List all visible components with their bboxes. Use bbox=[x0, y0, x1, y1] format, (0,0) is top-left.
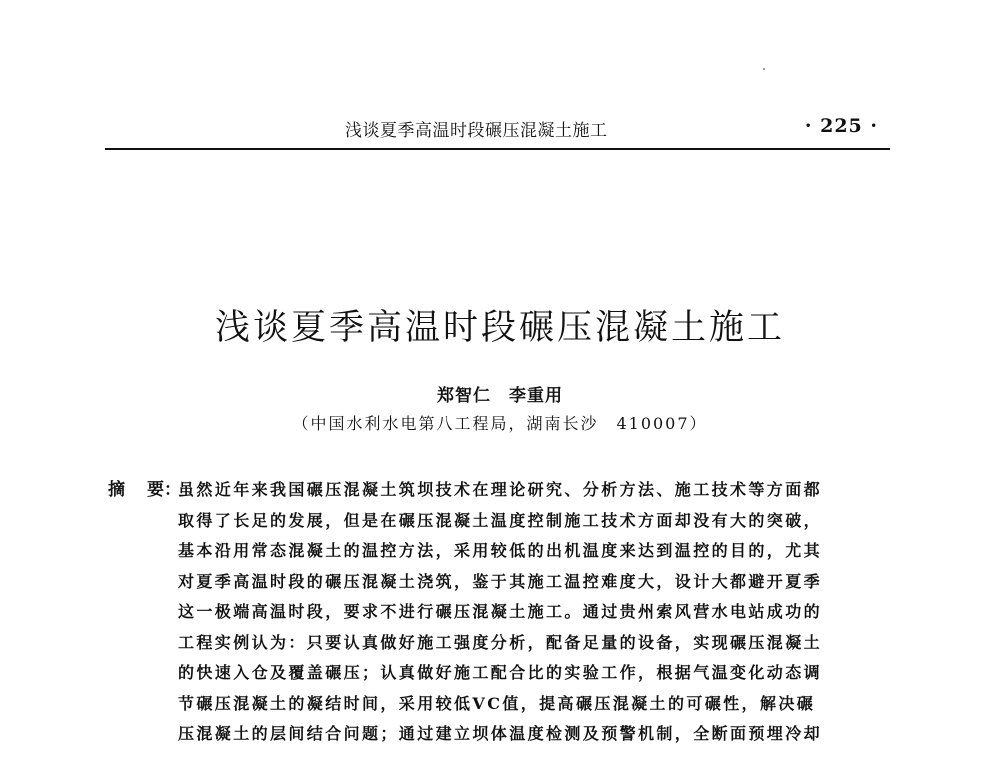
article-affiliation: （中国水利水电第八工程局，湖南长沙 410007） bbox=[292, 414, 708, 433]
header-rule bbox=[105, 148, 890, 150]
running-header bbox=[105, 112, 890, 148]
article-title: 浅谈夏季高温时段碾压混凝土施工 bbox=[214, 308, 785, 348]
scan-speck bbox=[763, 68, 765, 70]
abstract-label-a: 摘 bbox=[108, 480, 125, 500]
running-title: 浅谈夏季高温时段碾压混凝土施工 bbox=[345, 121, 608, 141]
abstract-line: 工程实例认为：只要认真做好施工强度分析，配备足量的设备，实现碾压混凝土 bbox=[178, 632, 823, 652]
abstract-line: 的快速入仓及覆盖碾压；认真做好施工配合比的实验工作，根据气温变化动态调 bbox=[178, 663, 823, 682]
abstract-line: 对夏季高温时段的碾压混凝土浇筑，鉴于其施工温控难度大，设计大都避开夏季 bbox=[178, 571, 823, 591]
abstract-label bbox=[108, 475, 181, 500]
abstract-line: 虽然近年来我国碾压混凝土筑坝技术在理论研究、分析方法、施工技术等方面都 bbox=[178, 480, 823, 499]
abstract-label-b: 要： bbox=[147, 480, 181, 500]
abstract-line: 基本沿用常态混凝土的温控方法，采用较低的出机温度来达到温控的目的，尤其 bbox=[178, 541, 823, 560]
article-authors: 郑智仁 李重用 bbox=[437, 386, 563, 406]
abstract-body bbox=[178, 475, 890, 750]
abstract-line: 取得了长足的发展，但是在碾压混凝土温度控制施工技术方面却没有大的突破， bbox=[178, 510, 823, 530]
abstract-line: 这一极端高温时段，要求不进行碾压混凝土施工。通过贵州索风营水电站成功的 bbox=[178, 602, 823, 621]
abstract-line: 节碾压混凝土的凝结时间，采用较低VC值，提高碾压混凝土的可碾性，解决碾 bbox=[178, 693, 816, 713]
page-number: · 225 · bbox=[804, 115, 878, 137]
abstract-line: 压混凝土的层间结合问题；通过建立坝体温度检测及预警机制，全断面预埋冷却 bbox=[178, 724, 823, 743]
